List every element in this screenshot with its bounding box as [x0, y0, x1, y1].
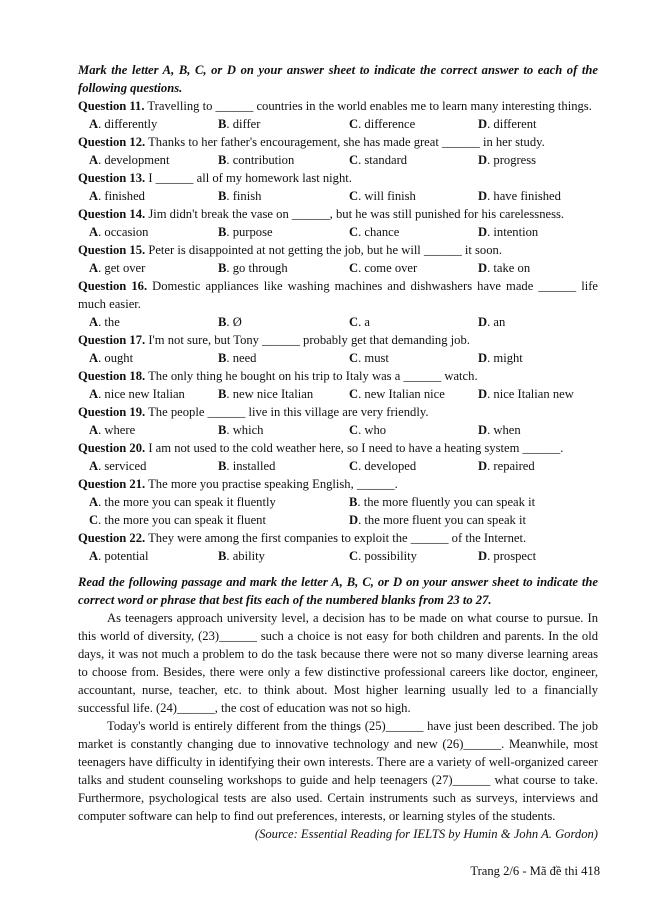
question-number: Question 14. [78, 207, 146, 221]
answer-option [89, 313, 120, 331]
answer-option [349, 547, 417, 565]
question-text: Domestic appliances like washing machines and dishwashers have made ______ life much easier. [78, 279, 598, 311]
answer-option [218, 223, 273, 241]
answer-option [218, 259, 288, 277]
answer-options-row [78, 493, 598, 511]
answer-options-row [78, 151, 598, 169]
option-letter: A [89, 459, 99, 473]
question-text: Jim didn't break the vase on ______, but he was still punished for his carelessness. [145, 207, 565, 221]
option-letter: B [218, 189, 227, 203]
question-number: Question 16. [78, 279, 148, 293]
answer-options-row [78, 511, 598, 529]
option-letter: A [89, 495, 99, 509]
option-letter: B [218, 117, 227, 131]
option-letter: A [89, 423, 99, 437]
answer-option [89, 151, 169, 169]
option-text: . ought [98, 351, 134, 365]
option-letter: C [349, 261, 359, 275]
answer-option [478, 151, 536, 169]
answer-option [349, 385, 445, 403]
option-letter: C [349, 459, 359, 473]
option-text: . get over [98, 261, 146, 275]
question-number: Question 11. [78, 99, 145, 113]
option-letter: A [89, 315, 99, 329]
option-text: . the more fluently you can speak it [357, 495, 536, 509]
answer-option [349, 187, 416, 205]
option-letter: B [218, 225, 227, 239]
option-text: . an [487, 315, 506, 329]
answer-options-row [78, 385, 598, 403]
option-letter: C [349, 549, 359, 563]
option-letter: C [89, 513, 99, 527]
option-text: . differently [98, 117, 158, 131]
option-letter: B [218, 351, 227, 365]
question-text: I ______ all of my homework last night. [145, 171, 352, 185]
option-text: . the [98, 315, 120, 329]
answer-option [218, 421, 263, 439]
option-text: . must [358, 351, 389, 365]
question-stem [78, 133, 598, 151]
answer-option [478, 547, 536, 565]
option-text: . take on [487, 261, 531, 275]
answer-option [349, 493, 535, 511]
option-letter: D [478, 549, 488, 563]
option-text: . progress [487, 153, 537, 167]
option-letter: D [478, 387, 488, 401]
option-letter: A [89, 549, 99, 563]
question-text: I am not used to the cold weather here, so I need to have a heating system ______. [145, 441, 564, 455]
answer-option [478, 259, 530, 277]
answer-option [89, 421, 135, 439]
question-stem [78, 277, 598, 313]
question-number: Question 20. [78, 441, 146, 455]
question-number: Question 19. [78, 405, 146, 419]
option-text: . developed [358, 459, 417, 473]
answer-options-row [78, 421, 598, 439]
answer-options-row [78, 259, 598, 277]
option-text: . where [98, 423, 136, 437]
question-number: Question 13. [78, 171, 146, 185]
option-text: . intention [487, 225, 539, 239]
answer-option [349, 151, 407, 169]
question-stem [78, 403, 598, 421]
question-text: The only thing he bought on his trip to Italy was a ______ watch. [145, 369, 478, 383]
question-stem [78, 205, 598, 223]
option-letter: C [349, 153, 359, 167]
question-number: Question 18. [78, 369, 146, 383]
option-text: . chance [358, 225, 400, 239]
option-text: . might [487, 351, 523, 365]
option-text: . need [226, 351, 257, 365]
answer-option [89, 259, 145, 277]
option-text: . a [358, 315, 370, 329]
option-text: . potential [98, 549, 149, 563]
option-letter: A [89, 351, 99, 365]
answer-option [218, 457, 275, 475]
question-number: Question 12. [78, 135, 146, 149]
answer-option [89, 223, 148, 241]
answer-option [218, 313, 242, 331]
answer-option [218, 151, 294, 169]
question-stem [78, 331, 598, 349]
question-stem [78, 97, 598, 115]
answer-option [478, 115, 537, 133]
option-text: . contribution [226, 153, 295, 167]
question-text: Travelling to ______ countries in the world enables me to learn many interesting things. [144, 99, 592, 113]
option-letter: D [478, 423, 488, 437]
answer-option [89, 493, 276, 511]
question-list [78, 97, 598, 565]
answer-option [218, 349, 256, 367]
question-stem [78, 169, 598, 187]
option-text: . occasion [98, 225, 149, 239]
option-text: . the more you can speak it fluent [98, 513, 266, 527]
option-text: . development [98, 153, 170, 167]
option-letter: D [478, 189, 488, 203]
question-number: Question 17. [78, 333, 146, 347]
answer-option [349, 349, 389, 367]
option-text: . new nice Italian [226, 387, 314, 401]
option-text: . different [487, 117, 537, 131]
option-text: . repaired [487, 459, 535, 473]
option-text: . finished [98, 189, 145, 203]
question-stem [78, 529, 598, 547]
option-text: . difference [358, 117, 416, 131]
option-text: . finish [226, 189, 262, 203]
answer-option [218, 187, 261, 205]
answer-option [89, 457, 146, 475]
answer-option [218, 385, 313, 403]
option-letter: A [89, 387, 99, 401]
option-letter: A [89, 153, 99, 167]
option-letter: C [349, 189, 359, 203]
answer-option [349, 313, 370, 331]
option-text: . the more you can speak it fluently [98, 495, 276, 509]
section-instructions: Mark the letter A, B, C, or D on your answer sheet to indicate the correct answer to each of the following questions. [78, 63, 598, 95]
question-number: Question 15. [78, 243, 146, 257]
question-stem [78, 367, 598, 385]
option-letter: D [478, 261, 488, 275]
passage-paragraph-1: As teenagers approach university level, a decision has to be made on what course to pursue. In this world of diversity, (23)______ such a choice is not easy for both children and parents. In the old days, it was not much a problem to do the task because there were not so many diverse learning areas to choose from. Besides, there were only a few distinctive professional careers like doctor, engineer, accountant, nurse, teacher, etc. to think about. Most higher learning usually led to a financially successful life. (24)______, the cost of education was not so high. [78, 611, 598, 715]
answer-option [89, 547, 148, 565]
option-letter: A [89, 225, 99, 239]
answer-option [89, 385, 185, 403]
option-letter: B [218, 315, 227, 329]
page-footer: Trang 2/6 - Mã đề thi 418 [470, 864, 600, 878]
option-letter: C [349, 315, 359, 329]
option-text: . will finish [358, 189, 416, 203]
question-number: Question 21. [78, 477, 146, 491]
question-number: Question 22. [78, 531, 146, 545]
answer-options-row [78, 187, 598, 205]
answer-option [89, 187, 145, 205]
answer-option [349, 421, 386, 439]
option-text: . the more fluent you can speak it [358, 513, 526, 527]
answer-options-row [78, 115, 598, 133]
answer-option [349, 223, 399, 241]
page-content [78, 61, 598, 843]
answer-option [478, 457, 535, 475]
answer-option [478, 421, 521, 439]
option-letter: D [478, 315, 488, 329]
option-text: . who [358, 423, 387, 437]
question-text: They were among the first companies to exploit the ______ of the Internet. [145, 531, 527, 545]
answer-options-row [78, 349, 598, 367]
option-letter: D [478, 153, 488, 167]
answer-options-row [78, 457, 598, 475]
answer-options-row [78, 547, 598, 565]
option-text: . differ [226, 117, 261, 131]
option-letter: B [218, 549, 227, 563]
option-letter: B [349, 495, 358, 509]
option-letter: A [89, 261, 99, 275]
option-text: . which [226, 423, 264, 437]
option-letter: B [218, 459, 227, 473]
option-letter: D [349, 513, 359, 527]
option-text: . ability [226, 549, 265, 563]
option-text: . new Italian nice [358, 387, 445, 401]
answer-option [478, 223, 538, 241]
question-text: Thanks to her father's encouragement, she has made great ______ in her study. [145, 135, 545, 149]
answer-option [349, 457, 416, 475]
option-letter: C [349, 225, 359, 239]
option-letter: B [218, 423, 227, 437]
answer-option [478, 187, 561, 205]
option-text: . nice new Italian [98, 387, 185, 401]
option-letter: C [349, 351, 359, 365]
option-text: . when [487, 423, 521, 437]
question-stem [78, 439, 598, 457]
option-text: . have finished [487, 189, 561, 203]
option-letter: C [349, 117, 359, 131]
option-text: . serviced [98, 459, 147, 473]
option-text: . Ø [226, 315, 242, 329]
answer-option [89, 349, 133, 367]
answer-option [349, 115, 415, 133]
question-stem [78, 475, 598, 493]
passage-paragraph-2: Today's world is entirely different from the things (25)______ have just been described. The job market is constantly changing due to innovative technology and new (26)______. Meanwhile, most teenagers have difficulty in identifying their own interests. There are a variety of well-organized career talks and student counseling workshops to guide and help teenagers (27)______ what course to take. Furthermore, psychological tests are also used. Certain instruments such as surveys, interviews and computer software can help to find out preferences, interests, or learning styles of the students. [78, 719, 598, 823]
option-letter: A [89, 189, 99, 203]
question-text: Peter is disappointed at not getting the job, but he will ______ it soon. [145, 243, 502, 257]
answer-option [349, 511, 526, 529]
answer-option [349, 259, 417, 277]
option-text: . purpose [226, 225, 273, 239]
option-text: . nice Italian new [487, 387, 574, 401]
answer-option [478, 313, 505, 331]
option-letter: B [218, 261, 227, 275]
answer-option [89, 511, 266, 529]
option-letter: D [478, 117, 488, 131]
option-letter: C [349, 387, 359, 401]
answer-option [89, 115, 157, 133]
option-letter: D [478, 351, 488, 365]
passage-source: (Source: Essential Reading for IELTS by Humin & John A. Gordon) [254, 827, 598, 841]
option-letter: D [478, 459, 488, 473]
option-letter: B [218, 387, 227, 401]
answer-option [218, 547, 265, 565]
answer-options-row [78, 223, 598, 241]
option-text: . standard [358, 153, 408, 167]
option-text: . come over [358, 261, 418, 275]
question-text: The people ______ live in this village are very friendly. [145, 405, 429, 419]
option-letter: B [218, 153, 227, 167]
passage-instructions: Read the following passage and mark the letter A, B, C, or D on your answer sheet to indicate the correct word or phrase that best fits each of the numbered blanks from 23 to 27. [78, 575, 598, 607]
option-letter: C [349, 423, 359, 437]
question-text: I'm not sure, but Tony ______ probably get that demanding job. [145, 333, 470, 347]
option-letter: A [89, 117, 99, 131]
option-text: . possibility [358, 549, 417, 563]
question-text: The more you practise speaking English, ______. [145, 477, 398, 491]
option-text: . installed [226, 459, 276, 473]
answer-option [218, 115, 260, 133]
answer-option [478, 385, 574, 403]
option-text: . prospect [487, 549, 537, 563]
question-stem [78, 241, 598, 259]
option-letter: D [478, 225, 488, 239]
option-text: . go through [226, 261, 288, 275]
answer-options-row [78, 313, 598, 331]
answer-option [478, 349, 523, 367]
